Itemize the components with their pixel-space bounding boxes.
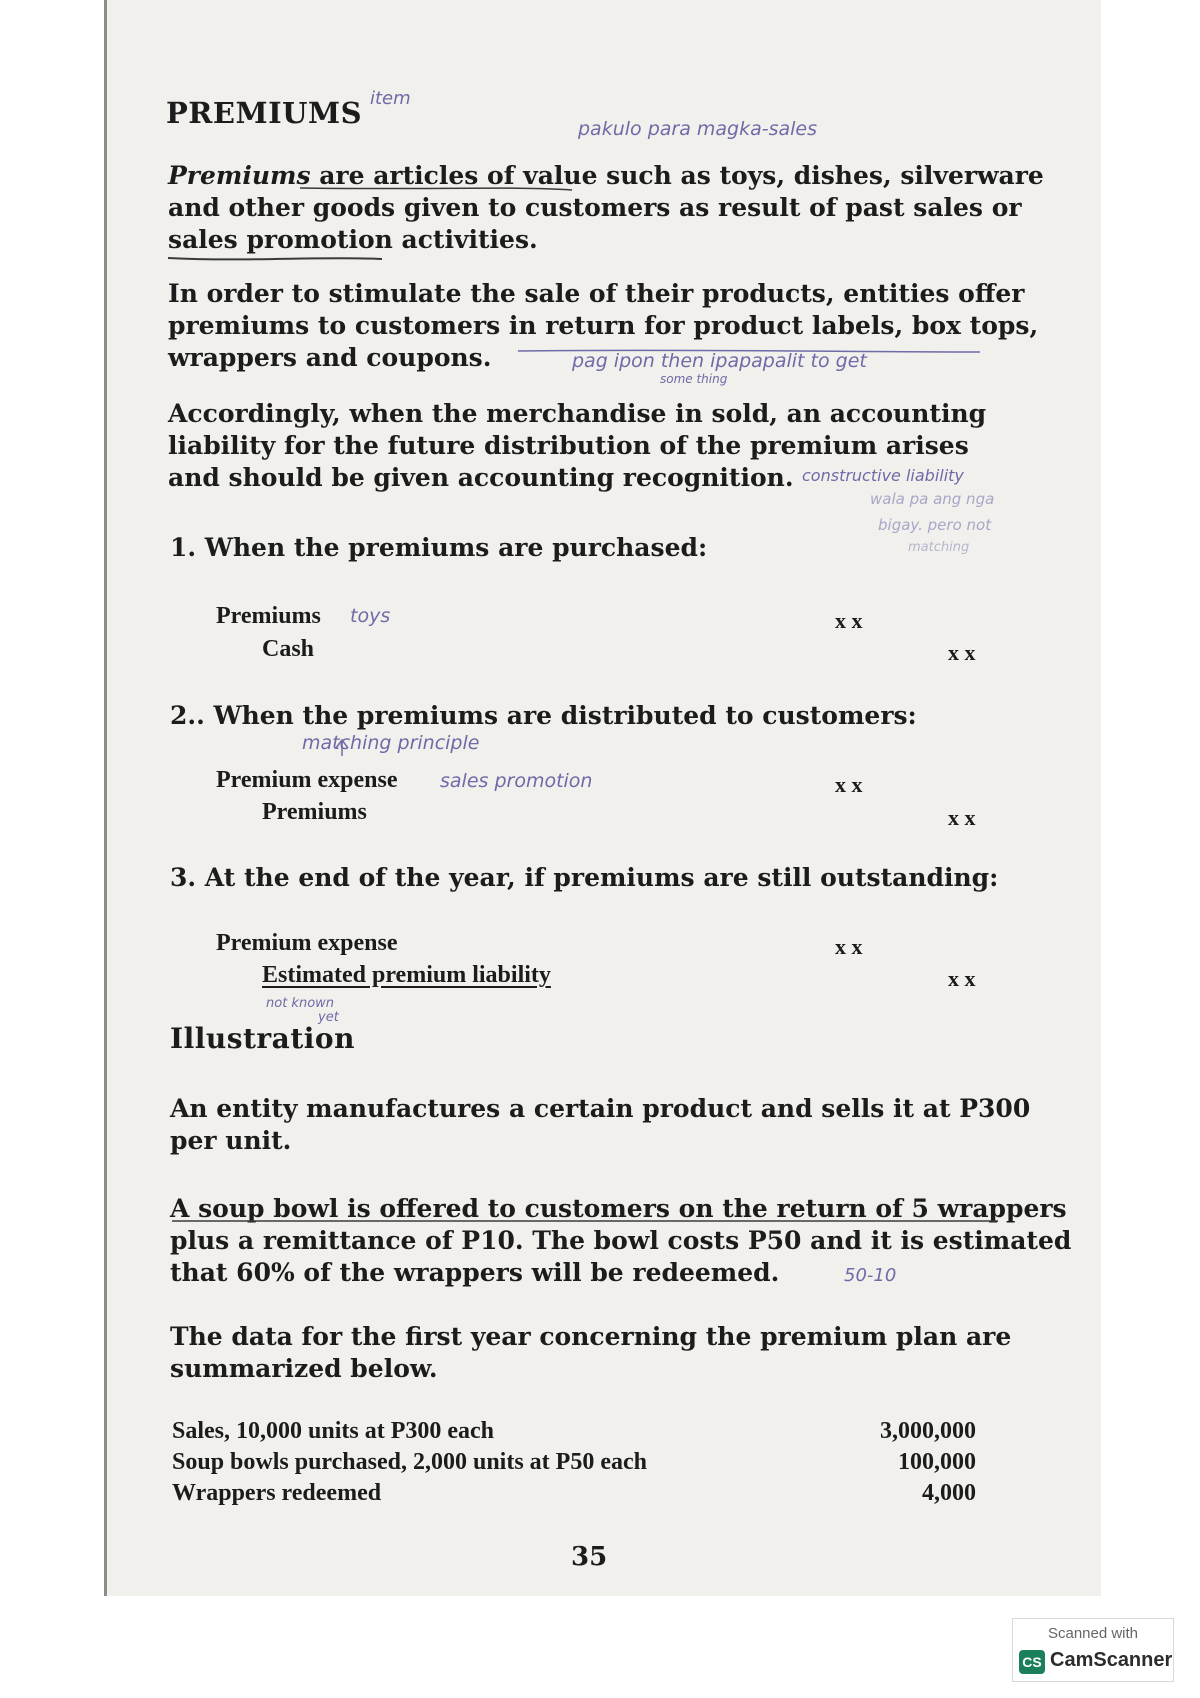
- arrow-up-icon: [336, 740, 348, 756]
- paragraph2-line-3: wrappers and coupons.: [168, 343, 492, 372]
- definition-line-3: sales promotion activities.: [168, 225, 538, 254]
- handwritten-note-constructive: constructive liability: [802, 466, 964, 485]
- scanner-brand: CamScanner: [1050, 1649, 1173, 1671]
- step-1-credit-amount: x x: [948, 640, 976, 665]
- handwritten-note-not-known: not known: [266, 996, 335, 1011]
- scanner-caption: Scanned with: [1047, 1625, 1139, 1642]
- data-row-3-label: Wrappers redeemed: [172, 1480, 382, 1506]
- data-row-2-label: Soup bowls purchased, 2,000 units at P50 each: [172, 1449, 647, 1475]
- step-2-debit-account: Premium expense: [216, 767, 398, 793]
- paragraph2-line-1: In order to stimulate the sale of their products, entities offer: [168, 279, 1025, 308]
- page-number: 35: [571, 1542, 608, 1572]
- definition-line-2: and other goods given to customers as result of past sales or: [168, 193, 1022, 222]
- handwritten-note-pakulo: pakulo para magka-sales: [578, 118, 818, 140]
- illustration-p3-line-1: The data for the first year concerning the premium plan are: [170, 1322, 1012, 1351]
- illustration-p1-line-2: per unit.: [170, 1126, 292, 1155]
- handwritten-note-so-10: 50-10: [844, 1265, 897, 1286]
- step-2-debit-amount: x x: [835, 772, 863, 797]
- page-title: PREMIUMS: [166, 96, 363, 130]
- step-2-credit-amount: x x: [948, 805, 976, 830]
- handwritten-note-yet: yet: [318, 1010, 339, 1025]
- data-row-1-value: 3,000,000: [880, 1418, 976, 1444]
- data-row-3-value: 4,000: [922, 1480, 976, 1506]
- paragraph2-line-2: premiums to customers in return for product labels, box tops,: [168, 311, 1039, 340]
- illustration-p2-line-2: plus a remittance of P10. The bowl costs P50 and it is estimated: [170, 1226, 1072, 1255]
- illustration-p2-line-1: A soup bowl is offered to customers on the return of 5 wrappers: [170, 1194, 1067, 1223]
- data-row-1-label: Sales, 10,000 units at P300 each: [172, 1418, 495, 1444]
- handwritten-note-some-thing: some thing: [660, 372, 728, 386]
- camscanner-badge: [1012, 1618, 1174, 1682]
- step-3-credit-amount: x x: [948, 966, 976, 991]
- underline-return-wrappers: [172, 1221, 998, 1222]
- underline-articles-of-value: [300, 188, 572, 190]
- step-1-heading: 1. When the premiums are purchased:: [170, 533, 708, 562]
- illustration-heading: Illustration: [170, 1022, 355, 1055]
- handwritten-note-pag-ipon: pag ipon then ipapapalit to get: [572, 350, 867, 372]
- paragraph3-line-3: and should be given accounting recognition.: [168, 463, 794, 492]
- handwritten-line: [518, 350, 980, 352]
- step-3-heading: 3. At the end of the year, if premiums are still outstanding:: [170, 863, 999, 892]
- illustration-p3-line-2: summarized below.: [170, 1354, 438, 1383]
- data-row-2-value: 100,000: [898, 1449, 976, 1475]
- step-1-debit-amount: x x: [835, 608, 863, 633]
- illustration-p1-line-1: An entity manufactures a certain product and sells it at P300: [170, 1094, 1031, 1123]
- handwritten-note-wala: wala pa ang nga: [870, 490, 995, 508]
- step-3-debit-amount: x x: [835, 934, 863, 959]
- step-2-heading: 2.. When the premiums are distributed to customers:: [170, 701, 917, 730]
- step-2-credit-account: Premiums: [262, 799, 367, 825]
- handwritten-note-item: item: [370, 88, 411, 109]
- definition-line-1-rest: are articles of value such as toys, dishes, silverware: [310, 161, 1044, 190]
- paragraph3-line-1: Accordingly, when the merchandise in sold, an accounting: [168, 399, 987, 428]
- illustration-p2-line-3: that 60% of the wrappers will be redeemed.: [170, 1258, 780, 1287]
- step-1-credit-account: Cash: [262, 636, 315, 662]
- underline-sales-promotion: [168, 258, 382, 259]
- step-3-credit-account: Estimated premium liability: [262, 962, 551, 988]
- paragraph3-line-2: liability for the future distribution of the premium arises: [168, 431, 969, 460]
- step-1-debit-account: Premiums: [216, 603, 321, 629]
- handwritten-note-matching-top: matching: [908, 540, 970, 555]
- handwritten-note-toys: toys: [350, 605, 391, 627]
- handwritten-note-matching: matching principle: [302, 732, 480, 754]
- handwritten-note-sales-promotion: sales promotion: [440, 770, 593, 792]
- handwritten-note-bigay: bigay. pero not: [878, 516, 992, 534]
- camscanner-logo-icon: CS: [1019, 1650, 1045, 1674]
- definition-lead-word: Premiums: [168, 161, 311, 190]
- step-3-debit-account: Premium expense: [216, 930, 398, 956]
